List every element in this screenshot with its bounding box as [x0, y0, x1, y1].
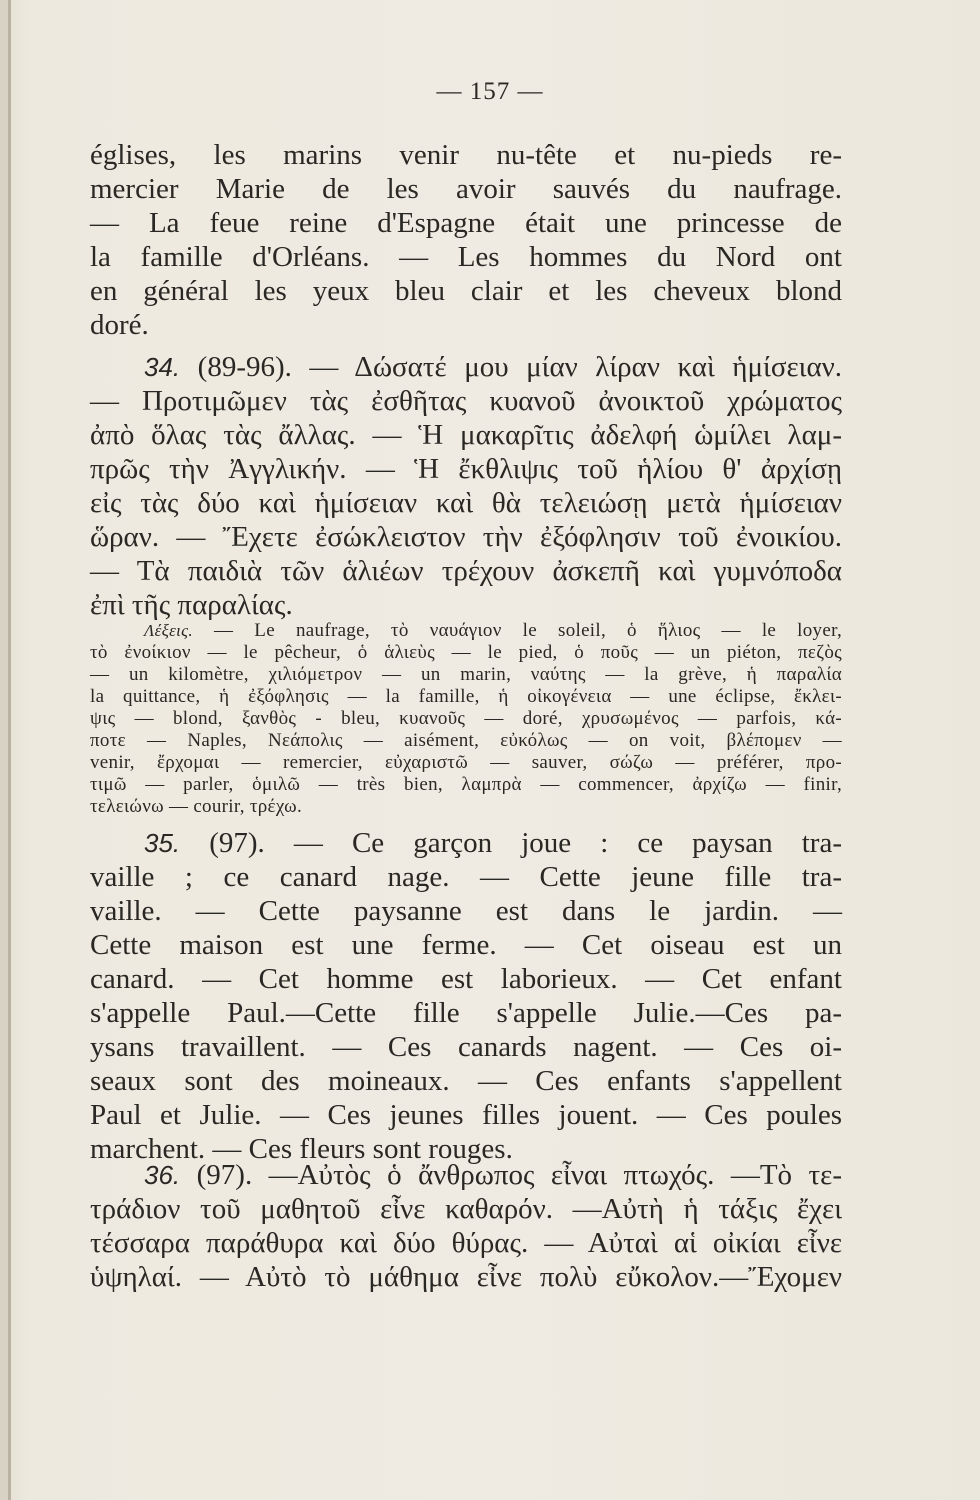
text-line: ἀπὸ ὅλας τὰς ἄλλας. — Ἡ μακαρῖτις ἀδελφή ὡμίλει λαμ-	[90, 419, 842, 451]
text-line: εἰς τὰς δύο καὶ ἡμίσειαν καὶ θὰ τελειώσῃ μετὰ ἡμίσειαν	[90, 487, 842, 519]
binding-shadow	[0, 0, 8, 1500]
text-line: Paul et Julie. — Ces jeunes filles jouent. — Ces poules	[90, 1099, 842, 1131]
exercise-ref-text: (97). — Ce garçon joue : ce paysan tra-	[180, 827, 842, 859]
paragraph-french-intro	[90, 138, 842, 342]
vocab-line: venir, ἔρχομαι — remercier, εὐχαριστῶ — sauver, σώζω — préférer, προ-	[90, 752, 842, 773]
vocab-label: Λέξεις.	[144, 621, 193, 640]
vocab-line: ψις — blond, ξανθὸς - bleu, κυανοῦς — doré, χρυσωμένος — parfois, κά-	[90, 708, 842, 729]
vocab-text: — Le naufrage, τὸ ναυάγιον le soleil, ὁ ἥλιος — le loyer,	[192, 620, 842, 641]
exercise-number: 36.	[144, 1160, 181, 1190]
text-line: vaille. — Cette paysanne est dans le jardin. —	[90, 895, 842, 927]
text-line: πρῶς τὴν Ἀγγλικήν. — Ἡ ἔκθλιψις τοῦ ἡλίου θ' ἀρχίσῃ	[90, 453, 842, 485]
exercise-number: 35.	[144, 828, 181, 858]
text-line: seaux sont des moineaux. — Ces enfants s'appellent	[90, 1065, 842, 1097]
text-line: marchent. — Ces fleurs sont rouges.	[90, 1133, 513, 1165]
vocab-line: — un kilomètre, χιλιόμετρον — un marin, ναύτης — la grève, ἡ παραλία	[90, 664, 842, 685]
exercise-heading-line	[90, 1158, 842, 1192]
text-line: canard. — Cet homme est laborieux. — Cet enfant	[90, 963, 842, 995]
text-line: ysans travaillent. — Ces canards nagent. — Ces oi-	[90, 1031, 842, 1063]
exercise-heading-line	[90, 826, 842, 860]
text-line: Cette maison est une ferme. — Cet oiseau est un	[90, 929, 842, 961]
vocab-line: la quittance, ἡ ἐξόφλησις — la famille, ἡ οἰκογένεια — une éclipse, ἔκλει-	[90, 686, 842, 707]
text-line: ὥραν. — Ἔχετε ἐσώκλειστον τὴν ἐξόφλησιν τοῦ ἐνοικίου.	[90, 521, 842, 553]
text-line: la famille d'Orléans. — Les hommes du Nord ont	[90, 241, 842, 273]
vocab-line: τὸ ἐνοίκιον — le pêcheur, ὁ ἁλιεὺς — le pied, ὁ ποῦς — un piéton, πεζὸς	[90, 642, 842, 663]
text-line: ἐπὶ τῆς παραλίας.	[90, 589, 293, 621]
vocab-line: ποτε — Naples, Νεάπολις — aisément, εὐκόλως — on voit, βλέπομεν —	[90, 730, 842, 751]
vocabulary-block	[90, 620, 842, 818]
text-line: — La feue reine d'Espagne était une princesse de	[90, 207, 842, 239]
exercise-ref-text: (89-96). — Δώσατέ μου μίαν λίραν καὶ ἡμίσειαν.	[180, 351, 842, 383]
binding-edge	[8, 0, 11, 1500]
text-line: ὑψηλαί. — Αὐτὸ τὸ μάθημα εἶνε πολὺ εὔκολον.—Ἔχομεν	[90, 1261, 842, 1293]
page-number: — 157 —	[436, 78, 544, 105]
text-line: — Τὰ παιδιὰ τῶν ἁλιέων τρέχουν ἀσκεπῆ καὶ γυμνόποδα	[90, 555, 842, 587]
text-line: τέσσαρα παράθυρα καὶ δύο θύρας. — Αὐταὶ αἱ οἰκίαι εἶνε	[90, 1227, 842, 1259]
exercise-35	[90, 826, 842, 1166]
text-line: en général les yeux bleu clair et les cheveux blond	[90, 275, 842, 307]
text-line: s'appelle Paul.—Cette fille s'appelle Julie.—Ces pa-	[90, 997, 842, 1029]
exercise-heading-line	[90, 350, 842, 384]
text-line: vaille ; ce canard nage. — Cette jeune fille tra-	[90, 861, 842, 893]
text-line: doré.	[90, 309, 149, 341]
vocab-line: τελειώνω — courir, τρέχω.	[90, 796, 302, 817]
exercise-ref-text: (97). —Αὐτὸς ὁ ἄνθρωπος εἶναι πτωχός. —Τὸ τε-	[180, 1159, 842, 1191]
text-line: mercier Marie de les avoir sauvés du naufrage.	[90, 173, 842, 205]
vocab-heading-line	[90, 620, 842, 642]
exercise-34	[90, 350, 842, 622]
vocab-line: τιμῶ — parler, ὁμιλῶ — très bien, λαμπρὰ — commencer, ἀρχίζω — finir,	[90, 774, 842, 795]
text-line: églises, les marins venir nu-tête et nu-pieds re-	[90, 139, 842, 171]
text-line: τράδιον τοῦ μαθητοῦ εἶνε καθαρόν. —Αὐτὴ ἡ τάξις ἔχει	[90, 1193, 842, 1225]
text-line: — Προτιμῶμεν τὰς ἐσθῆτας κυανοῦ ἀνοικτοῦ χρώματος	[90, 385, 842, 417]
exercise-36	[90, 1158, 842, 1294]
exercise-number: 34.	[144, 352, 181, 382]
